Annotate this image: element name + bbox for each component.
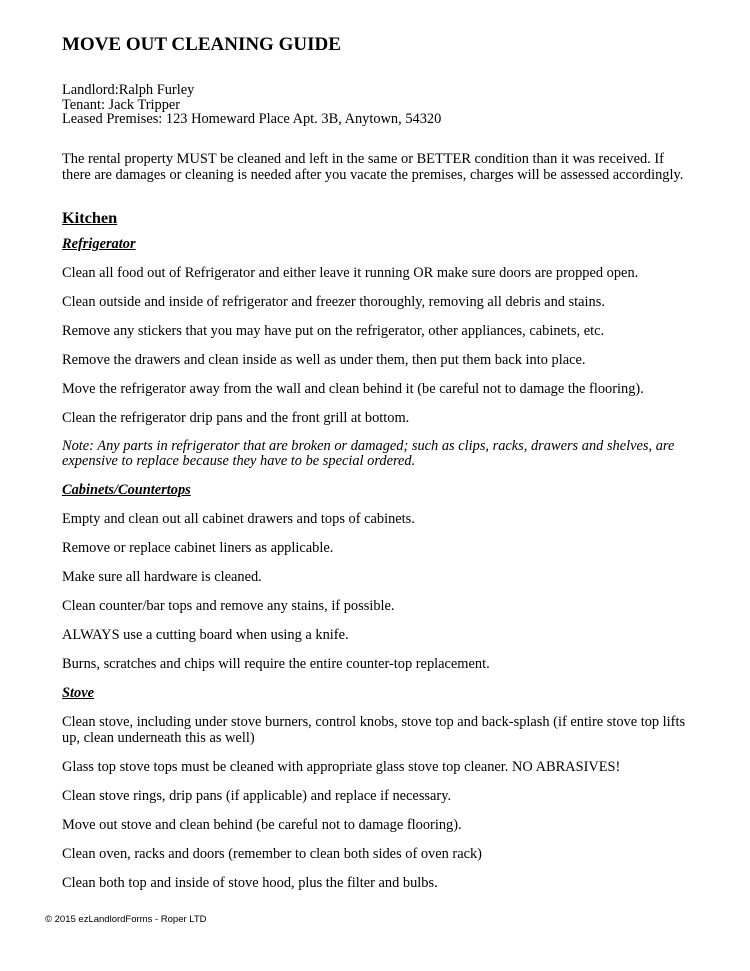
instruction-item: Remove or replace cabinet liners as applicable.	[62, 539, 334, 556]
intro-paragraph: The rental property MUST be cleaned and left in the same or BETTER condition than it was received. If there are damages or cleaning is needed after you vacate the premises, charges will be assessed accordingly.	[62, 150, 684, 183]
instruction-item: Remove the drawers and clean inside as well as under them, then put them back into place.	[62, 351, 586, 368]
refrigerator-note: Note: Any parts in refrigerator that are broken or damaged; such as clips, racks, drawers and shelves, are expensive to replace because they have to be special ordered.	[62, 437, 675, 469]
instruction-item: Clean the refrigerator drip pans and the front grill at bottom.	[62, 409, 410, 426]
copyright-footer: © 2015 ezLandlordForms - Roper LTD	[45, 914, 207, 925]
instruction-item: Clean stove, including under stove burners, control knobs, stove top and back-splash (if entire stove top lifts up, clean underneath this as well)	[62, 713, 686, 746]
tenant-line: Tenant: Jack Tripper	[62, 96, 181, 113]
instruction-item: Clean counter/bar tops and remove any stains, if possible.	[62, 597, 395, 614]
instruction-item: Move out stove and clean behind (be careful not to damage flooring).	[62, 816, 462, 833]
instruction-item: Empty and clean out all cabinet drawers and tops of cabinets.	[62, 510, 415, 527]
instruction-item: Remove any stickers that you may have put on the refrigerator, other appliances, cabinets, etc.	[62, 322, 605, 339]
landlord-line: Landlord:Ralph Furley	[62, 82, 195, 98]
premises-line: Leased Premises: 123 Homeward Place Apt. 3B, Anytown, 54320	[62, 111, 442, 128]
instruction-item: Clean outside and inside of refrigerator and freezer thoroughly, removing all debris and stains.	[62, 293, 605, 310]
document-title: MOVE OUT CLEANING GUIDE	[62, 34, 341, 55]
instruction-item: Clean all food out of Refrigerator and either leave it running OR make sure doors are propped open.	[62, 264, 639, 281]
subheading-refrigerator: Refrigerator	[62, 235, 136, 252]
subheading-stove: Stove	[62, 684, 94, 701]
subheading-cabinets-countertops: Cabinets/Countertops	[62, 481, 191, 498]
instruction-item: Burns, scratches and chips will require the entire counter-top replacement.	[62, 655, 490, 672]
instruction-item: Clean oven, racks and doors (remember to clean both sides of oven rack)	[62, 845, 482, 862]
section-heading-kitchen: Kitchen	[62, 207, 118, 227]
instruction-item: Move the refrigerator away from the wall and clean behind it (be careful not to damage the flooring).	[62, 380, 644, 397]
instruction-item: Make sure all hardware is cleaned.	[62, 568, 262, 585]
instruction-item: Clean stove rings, drip pans (if applicable) and replace if necessary.	[62, 787, 452, 804]
document-page	[62, 34, 692, 904]
parties-block	[62, 83, 692, 127]
instruction-item: ALWAYS use a cutting board when using a knife.	[62, 626, 349, 643]
instruction-item: Clean both top and inside of stove hood, plus the filter and bulbs.	[62, 874, 438, 891]
instruction-item: Glass top stove tops must be cleaned with appropriate glass stove top cleaner. NO ABRASIVES!	[62, 758, 621, 775]
